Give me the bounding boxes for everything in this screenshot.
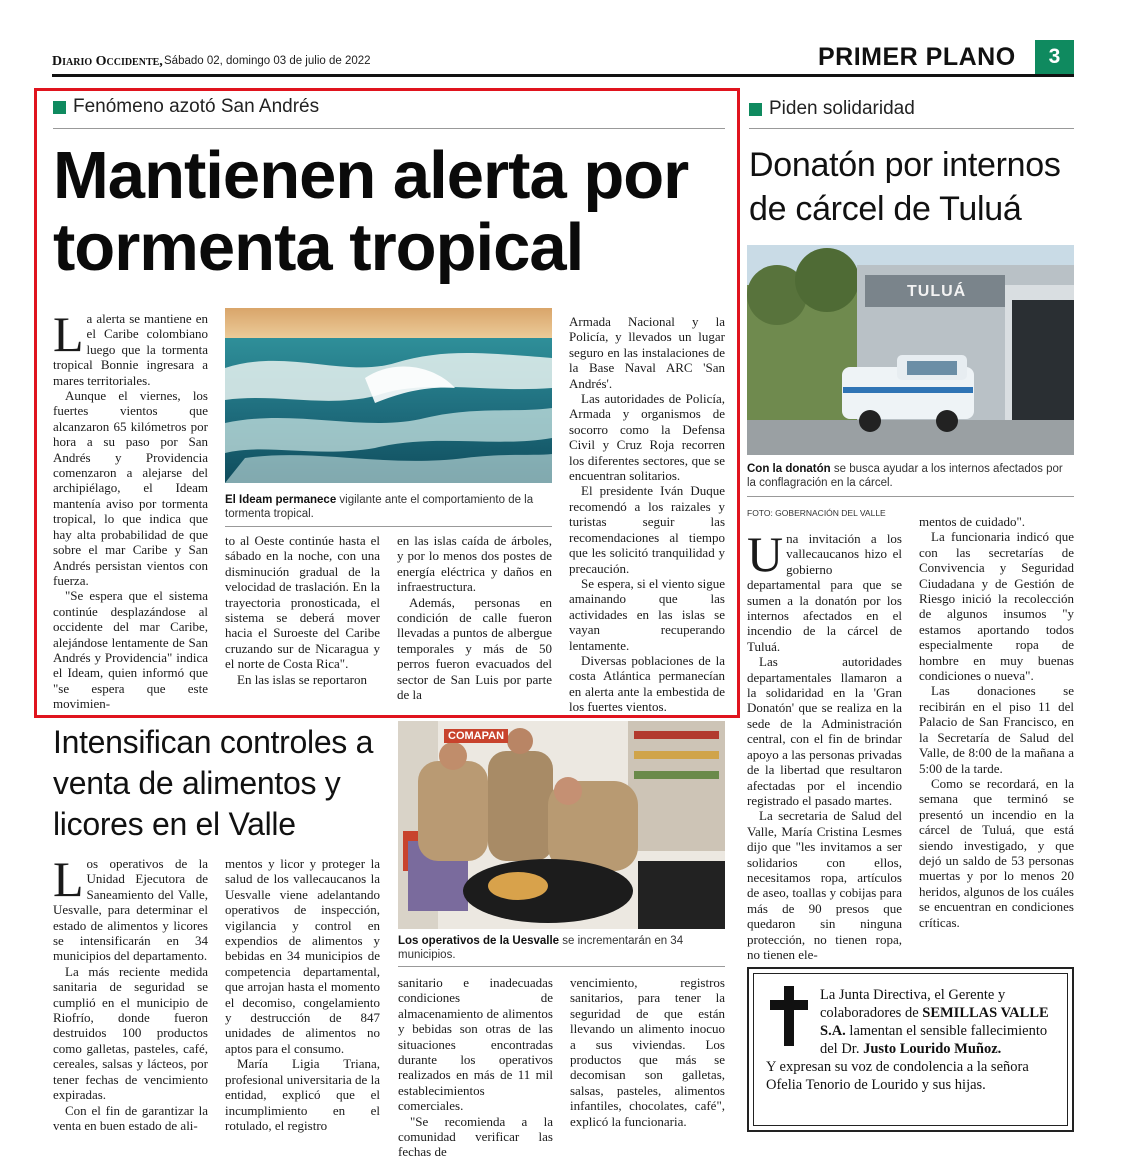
story3-caption-rule	[398, 966, 725, 967]
story2-caption-rule	[747, 496, 1074, 497]
obituary-line3: Y expresan su voz de condolencia a la señora Ofelia Tenorio de Lourido y sus hijas.	[766, 1059, 1029, 1093]
story3-paragraph: María Ligia Triana, profesional universitaria de la entidad, explicó que el incumplimiento en el rotulado, el registro	[225, 1056, 380, 1133]
story3-paragraph: La más reciente medida sanitaria de seguridad se cumplió en el municipio de Riofrío, donde fueron destruidos 100 productos como galletas, pasteles, café, cereales, salsas y lácteos, por tener fechas de vencimiento expiradas.	[53, 963, 208, 1103]
obituary-box	[747, 967, 1074, 1132]
story3-paragraph: os operativos de la Unidad Ejecutora de Saneamiento del Valle, Uesvalle, para determinar el estado de alimentos y licores se intensificarán en 34 municipios del departamento.	[53, 856, 208, 964]
obituary-line2: lamentan el sensible fallecimiento del Dr.	[820, 1023, 1048, 1057]
story2-column-1	[747, 526, 902, 962]
story2-caption	[747, 462, 1074, 490]
photo-sign-text: COMAPAN	[444, 729, 508, 743]
obituary-company: SEMILLAS VALLE S.A.	[820, 1005, 1049, 1039]
caption-lead: El Ideam permanece	[225, 494, 337, 506]
story3-dropcap: L	[53, 851, 84, 907]
page-number: 3	[1035, 40, 1074, 74]
story2-paragraph: Como se recordará, en la semana que terminó se presentó un incendio en la cárcel de Tuluá, que está siendo investigado, y que dejó un saldo de 53 personas muertas y por lo menos 20 heridos, algunos de los cuáles se encuentran en condiciones críticas.	[919, 775, 1074, 930]
story1-paragraph: Armada Nacional y la Policía, y llevados un lugar seguro en las instalaciones de la Base Naval ARC 'San Andrés'.	[569, 314, 725, 391]
story1-kicker	[53, 96, 319, 118]
story2-kicker	[749, 98, 915, 120]
story3-column-1	[53, 851, 208, 1133]
story1-paragraph: El presidente Iván Duque recomendó a los raizales y turistas seguir las recomendaciones al tiempo que les solicitó tranquilidad y precaución.	[569, 483, 725, 576]
story2-kicker-text: Piden solidaridad	[769, 98, 915, 119]
story1-paragraph: En las islas se reportaron	[237, 671, 367, 687]
story1-column-2	[225, 533, 380, 687]
story1-column-4	[569, 314, 725, 715]
story2-paragraph: La secretaria de Salud del Valle, María Cristina Lesmes dijo que "les invitamos a ser solidarios con ellos, necesitamos ropa, artículos de aseo, toallas y cobijas para más de 90 presos que quedaron sin ninguna protección, no tienen ropa, no tienen ele-	[747, 808, 902, 962]
story3-column-2	[225, 856, 380, 1133]
story2-paragraph: na invitación a los vallecaucanos hizo el gobierno departamental para que se sumen a la donatón por los internos afectados en el incendio de la cárcel de Tuluá.	[747, 531, 902, 654]
story2-column-2	[919, 514, 1074, 930]
obituary-inner	[753, 973, 1068, 1126]
story3-paragraph: sanitario e inadecuadas condiciones de almacenamiento de alimentos y bebidas son otras de las situaciones encontradas durante los operativos realizados en más de 11 mil establecimientos comerciales.	[398, 975, 553, 1114]
story1-paragraph: Las autoridades de Policía, Armada y organismos de socorro como la Defensa Civil y Cruz Roja recorren los diferentes sectores, que se encuentran solitarios.	[569, 391, 725, 484]
story1-paragraph: Diversas poblaciones de la costa Atlántica permanecían en alerta ante la embestida de los fuertes vientos.	[569, 652, 725, 715]
story1-paragraph: to al Oeste continúe hasta el sábado en la noche, con una disminución gradual de la velocidad de traslación. En la trayectoria pronosticada, el sistema se deberá mover hacia el Suroeste del Caribe cruzando sur de Nicaragua y el norte de Costa Rica".	[225, 533, 380, 672]
prison-facade-photo	[747, 245, 1074, 455]
caption-lead: Los operativos de la Uesvalle	[398, 935, 560, 947]
story1-paragraph: Aunque el viernes, los fuertes vientos que alcanzaron 65 kilómetros por hora a su paso por San Andrés y Providencia comenzaron a alejarse del archipiélago, el Ideam mantenía aviso por tormenta tropical, lo que indica que hay alta probabilidad de que sobre el mar Caribe y San Andrés persistan vientos con fuerza.	[53, 388, 208, 588]
header-rule	[52, 74, 1074, 77]
story3-caption	[398, 934, 725, 962]
story3-column-4	[570, 975, 725, 1129]
caption-text: vigilante ante el comportamiento de la tormenta tropical.	[225, 494, 534, 520]
story1-caption	[225, 493, 552, 521]
story1-paragraph: "Se espera que el sistema continúe desplazándose al occidente del mar Caribe, alejándose lentamente de San Andrés y Providencia" indica el Ideam, quien informó que "se espera que este movimien-	[53, 588, 208, 712]
story2-photo	[747, 245, 1074, 455]
story2-paragraph: Las donaciones se recibirán en el piso 11 del Palacio de San Francisco, en la Secretaría de Salud del Valle, de 8:00 de la mañana a 5:00 de la tarde.	[919, 683, 1074, 776]
story1-headline: Mantienen alerta por tormenta tropical	[53, 138, 689, 285]
story3-paragraph: Con el fin de garantizar la venta en buen estado de ali-	[53, 1102, 208, 1133]
story1-photo	[225, 308, 552, 483]
story1-paragraph: a alerta se mantiene en el Caribe colombiano luego que la tormenta tropical Bonnie ingresara a mares territoriales.	[53, 311, 208, 388]
ocean-wave-photo	[225, 308, 552, 483]
caption-text: se incrementarán en 34 municipios.	[398, 935, 684, 961]
story1-column-1	[53, 306, 208, 712]
cross-icon	[766, 986, 812, 1046]
story1-dropcap: L	[53, 306, 84, 362]
story2-dropcap: U	[747, 526, 784, 582]
story1-kicker-rule	[53, 128, 725, 129]
story1-kicker-text: Fenómeno azotó San Andrés	[73, 96, 320, 117]
story1-paragraph: Además, personas en condición de calle fueron llevadas a puntos de albergue temporales y más de 50 perros fueron evacuados del sector de San Luis por parte de la	[397, 594, 552, 703]
story3-paragraph: mentos y licor y proteger la salud de los vallecaucanos la Uesvalle viene adelantando operativos de inspección, vigilancia y control en expendios de alimentos y bebidas en 34 municipios de competencia departamental, que arrojan hasta el momento el decomiso, congelamiento y destrucción de 847 unidades de alimentos no aptos para el consumo.	[225, 856, 380, 1056]
obituary-line1: La Junta Directiva, el Gerente y colaboradores de	[820, 987, 1006, 1021]
paper-name: Diario Occidente,	[52, 54, 163, 69]
story3-paragraph: "Se recomienda a la comunidad verificar las fechas de	[398, 1113, 553, 1160]
caption-lead: Con la donatón	[747, 463, 831, 475]
inspection-photo	[398, 721, 725, 929]
kicker-square-icon	[749, 103, 762, 116]
photo-credit: FOTO: GOBERNACIÓN DEL VALLE	[747, 508, 886, 518]
photo-sign-text: TULUÁ	[907, 283, 967, 300]
story2-paragraph: mentos de cuidado".	[919, 514, 1026, 529]
story1-caption-rule	[225, 526, 552, 527]
story2-kicker-rule	[749, 128, 1074, 129]
story1-column-3	[397, 533, 552, 702]
kicker-square-icon	[53, 101, 66, 114]
story2-paragraph: Las autoridades departamentales llamaron a la solidaridad en la 'Gran Donatón' que se realiza en la sede de la Administración central, con el fin de brindar apoyo a las personas privadas de la libertad que resultaron afectadas por el incendio registrado el pasado martes.	[747, 654, 902, 808]
story3-column-3	[398, 975, 553, 1160]
story2-headline: Donatón por internos de cárcel de Tuluá	[749, 146, 1061, 228]
story2-paragraph: La funcionaria indicó que con las secretarías de Convivencia y Seguridad Ciudadana y de Gestión de Riesgo inició la recolección de algunos insumos "y estamos aportando todos especialmente ropa de hombre en muy buenas condiciones o nueva".	[919, 529, 1074, 684]
masthead	[52, 43, 1074, 74]
obituary-person: Justo Lourido Muñoz.	[863, 1041, 1002, 1057]
story1-paragraph: Se espera, si el viento sigue amainando que las actividades en las islas se vayan recuperando lentamente.	[569, 575, 725, 653]
issue-date: Sábado 02, domingo 03 de julio de 2022	[164, 55, 371, 67]
caption-text: se busca ayudar a los internos afectados por la conflagración en la cárcel.	[747, 463, 1063, 489]
story3-headline: Intensifican controles a venta de alimentos y licores en el Valle	[53, 724, 374, 842]
story3-photo	[398, 721, 725, 929]
story3-paragraph: vencimiento, registros sanitarios, para tener la seguridad de que están llevando un alimento inocuo a sus viviendas. Los productos que más se decomisan son galletas, salsas, pasteles, alimentos infantiles, chocolates, café", explicó la funcionaria.	[570, 975, 725, 1129]
section-title: PRIMER PLANO	[818, 43, 1016, 71]
story1-paragraph: en las islas caída de árboles, y por lo menos dos postes de energía eléctrica y daños en infraestructura.	[397, 533, 552, 595]
